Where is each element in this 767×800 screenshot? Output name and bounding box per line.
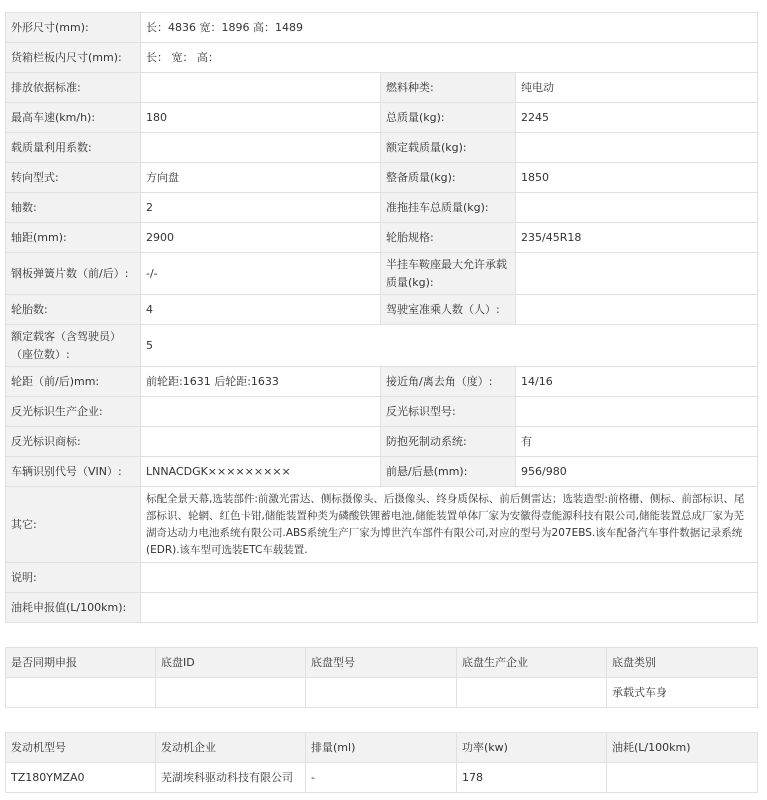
table-cell: 178: [457, 763, 607, 793]
table-row: [6, 163, 758, 193]
param-label: 轴距(mm):: [6, 223, 141, 253]
table-row: [6, 678, 758, 708]
fuel-label: 油耗申报值(L/100km):: [6, 593, 141, 623]
column-header: 底盘ID: [156, 648, 306, 678]
chassis-table: [5, 647, 758, 708]
table-cell: TZ180YMZA0: [6, 763, 156, 793]
param-value: 1850: [516, 163, 758, 193]
table-row: [6, 133, 758, 163]
column-header: 是否同期申报: [6, 648, 156, 678]
param-label: 反光标识型号:: [381, 397, 516, 427]
param-label: 驾驶室准乘人数（人）:: [381, 295, 516, 325]
table-row: [6, 397, 758, 427]
column-header: 底盘型号: [306, 648, 457, 678]
param-label: 反光标识商标:: [6, 427, 141, 457]
cargo-label: 货箱栏板内尺寸(mm):: [6, 43, 141, 73]
param-value: [516, 253, 758, 295]
param-label: 钢板弹簧片数（前/后）:: [6, 253, 141, 295]
seats-label: 额定载客（含驾驶员）（座位数）:: [6, 325, 141, 367]
engine-table: [5, 732, 758, 793]
table-cell: [607, 763, 758, 793]
table-row: [6, 593, 758, 623]
table-cell: -: [306, 763, 457, 793]
param-label: 防抱死制动系统:: [381, 427, 516, 457]
param-label: 准拖挂车总质量(kg):: [381, 193, 516, 223]
table-row: [6, 253, 758, 295]
param-label: 轮胎数:: [6, 295, 141, 325]
dims-value: 长：4836 宽：1896 高：1489: [141, 13, 758, 43]
table-row: [6, 43, 758, 73]
table-cell: [306, 678, 457, 708]
table-row: [6, 103, 758, 133]
table-cell: 承载式车身: [607, 678, 758, 708]
param-label: 前悬/后悬(mm):: [381, 457, 516, 487]
vehicle-params-table: [5, 12, 758, 623]
column-header: 油耗(L/100km): [607, 733, 758, 763]
vin-value: LNNACDGK×××××××××: [141, 457, 381, 487]
param-value: 235/45R18: [516, 223, 758, 253]
table-cell: [156, 678, 306, 708]
param-label: 转向型式:: [6, 163, 141, 193]
table-row: [6, 13, 758, 43]
table-cell: [457, 678, 607, 708]
param-label: 额定载质量(kg):: [381, 133, 516, 163]
column-header: 发动机企业: [156, 733, 306, 763]
param-label: 最高车速(km/h):: [6, 103, 141, 133]
param-value: -/-: [141, 253, 381, 295]
param-value: 956/980: [516, 457, 758, 487]
table-cell: 芜湖埃科驱动科技有限公司: [156, 763, 306, 793]
note-label: 说明:: [6, 563, 141, 593]
param-value: 2: [141, 193, 381, 223]
param-value: [516, 397, 758, 427]
param-value: 14/16: [516, 367, 758, 397]
param-value: 前轮距:1631 后轮距:1633: [141, 367, 381, 397]
param-value: [141, 133, 381, 163]
param-label: 整备质量(kg):: [381, 163, 516, 193]
param-label: 排放依据标准:: [6, 73, 141, 103]
param-label: 反光标识生产企业:: [6, 397, 141, 427]
param-label: 载质量利用系数:: [6, 133, 141, 163]
table-header-row: [6, 733, 758, 763]
param-label: 燃料种类:: [381, 73, 516, 103]
param-label: 轴数:: [6, 193, 141, 223]
table-row: [6, 367, 758, 397]
column-header: 底盘类别: [607, 648, 758, 678]
table-row: [6, 223, 758, 253]
fuel-value: [141, 593, 758, 623]
param-value: [141, 73, 381, 103]
cargo-value: 长： 宽： 高：: [141, 43, 758, 73]
param-value: 有: [516, 427, 758, 457]
table-row: [6, 193, 758, 223]
table-row: [6, 295, 758, 325]
param-label: 总质量(kg):: [381, 103, 516, 133]
param-label: 接近角/离去角（度）:: [381, 367, 516, 397]
seats-value: 5: [141, 325, 758, 367]
table-row: [6, 73, 758, 103]
param-value: [141, 427, 381, 457]
table-header-row: [6, 648, 758, 678]
table-row: [6, 487, 758, 563]
param-label: 轮距（前/后)mm:: [6, 367, 141, 397]
table-row: [6, 457, 758, 487]
column-header: 排量(ml): [306, 733, 457, 763]
table-row: [6, 427, 758, 457]
param-value: 180: [141, 103, 381, 133]
param-value: 4: [141, 295, 381, 325]
param-value: [516, 193, 758, 223]
column-header: 底盘生产企业: [457, 648, 607, 678]
column-header: 发动机型号: [6, 733, 156, 763]
table-row: [6, 325, 758, 367]
table-cell: [6, 678, 156, 708]
param-value: [516, 295, 758, 325]
param-value: [516, 133, 758, 163]
param-value: 方向盘: [141, 163, 381, 193]
param-label: 轮胎规格:: [381, 223, 516, 253]
param-value: 纯电动: [516, 73, 758, 103]
param-value: [141, 397, 381, 427]
other-value: 标配全景天幕,选装部件:前激光雷达、侧标摄像头、后摄像头、终身质保标、前后侧雷达；选装造型:前格栅、侧标、前部标识、尾部标识、轮辋、红色卡钳,储能装置种类为磷酸铁锂蓄电池,储能装置单体厂家为安徽得壹能源科技有限公司,储能装置总成厂家为芜湖奇达动力电池系统有限公司.ABS系统生产厂家为博世汽车部件有限公司,对应的型号为207EBS.该车配备汽车事件数据记录系统(EDR).该车型可选装ETC车载装置.: [141, 487, 758, 563]
dims-label: 外形尺寸(mm):: [6, 13, 141, 43]
table-row: [6, 563, 758, 593]
column-header: 功率(kw): [457, 733, 607, 763]
param-value: 2245: [516, 103, 758, 133]
note-value: [141, 563, 758, 593]
param-label: 半挂车鞍座最大允许承载质量(kg):: [381, 253, 516, 295]
table-row: [6, 763, 758, 793]
param-value: 2900: [141, 223, 381, 253]
param-label: 车辆识别代号（VIN）:: [6, 457, 141, 487]
other-label: 其它:: [6, 487, 141, 563]
